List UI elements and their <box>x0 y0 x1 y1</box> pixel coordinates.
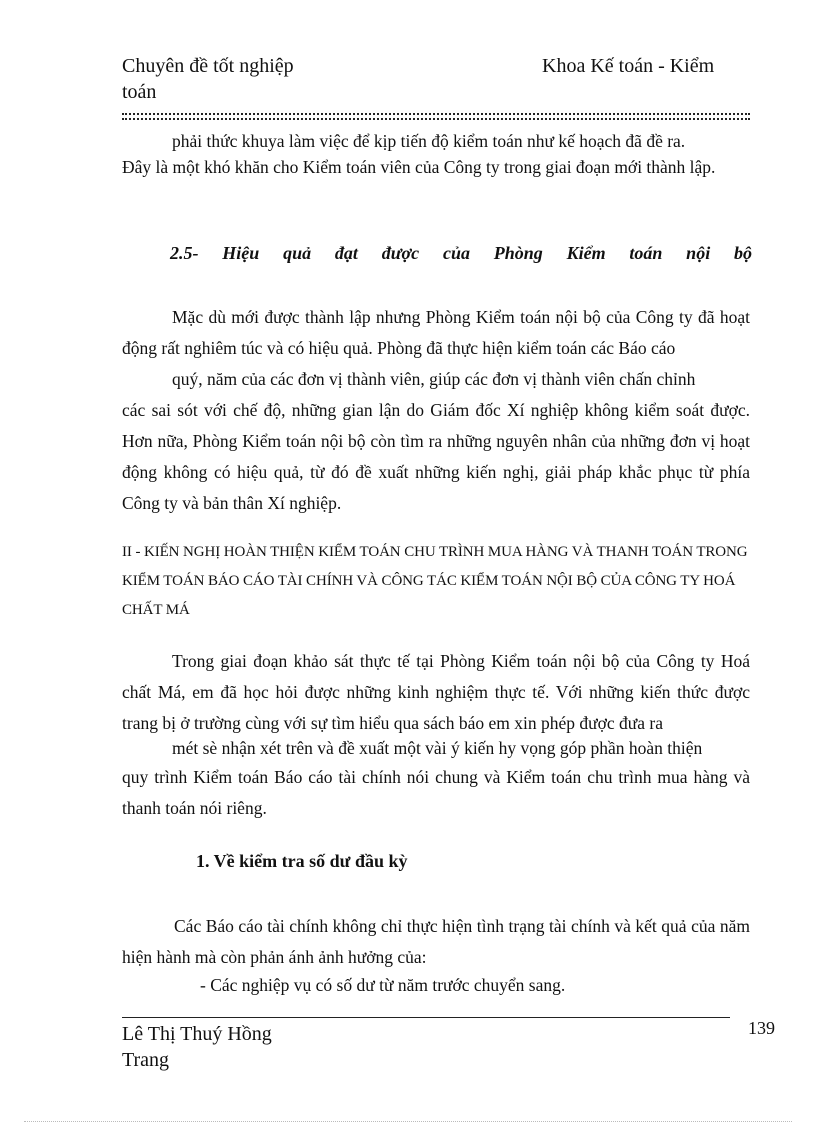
paragraph-3-c: quy trình Kiểm toán Báo cáo tài chính nói chung và Kiểm toán chu trình mua hàng và thanh toán nói riêng. <box>122 767 750 818</box>
heading-2-5: 2.5- Hiệu quả đạt được của Phòng Kiểm toán nội bộ <box>170 243 752 263</box>
header-left-wrap: toán <box>122 81 157 103</box>
paragraph-2-b: quý, năm của các đơn vị thành viên, giúp các đơn vị thành viên chấn chỉnh <box>172 369 696 389</box>
header-right: Khoa Kế toán - Kiểm <box>542 55 715 77</box>
paragraph-2-c: các sai sót với chế độ, những gian lận do Giám đốc Xí nghiệp không kiểm soát được. Hơn nữa, Phòng Kiểm toán nội bộ còn tìm ra những nguyên nhân của những đơn vị hoạt động không có hiệu quả, từ đó đề xuất những kiến nghị, giải pháp khắc phục từ phía Công ty và bản thân Xí nghiệp. <box>122 400 750 513</box>
heading-1: 1. Về kiểm tra số dư đầu kỳ <box>196 851 408 871</box>
header-left: Chuyên đề tốt nghiệp <box>122 55 294 77</box>
paragraph-1-rest: Đây là một khó khăn cho Kiểm toán viên của Công ty trong giai đoạn mới thành lập. <box>122 157 716 177</box>
paragraph-2-a: Mặc dù mới được thành lập nhưng Phòng Kiểm toán nội bộ của Công ty đã hoạt động rất nghiêm túc và có hiệu quả. Phòng đã thực hiện kiểm toán các Báo cáo <box>122 307 750 358</box>
paragraph-3-a: Trong giai đoạn khảo sát thực tế tại Phòng Kiểm toán nội bộ của Công ty Hoá chất Má, em đã học hỏi được những kinh nghiệm thực tế. Với những kiến thức được trang bị ở trường cùng với sự tìm hiểu qua sách báo em xin phép được đưa ra <box>122 651 750 733</box>
page-bottom-border <box>24 1121 792 1122</box>
footer-rule <box>122 1017 730 1018</box>
bullet-item-1: - Các nghiệp vụ có số dư từ năm trước chuyển sang. <box>200 975 566 995</box>
section-ii-heading: II - KIẾN NGHỊ HOÀN THIỆN KIỂM TOÁN CHU TRÌNH MUA HÀNG VÀ THANH TOÁN TRONG KIỂM TOÁN BÁO CÁO TÀI CHÍNH VÀ CÔNG TÁC KIỂM TOÁN NỘI BỘ CỦA CÔNG TY HOÁ CHẤT MÁ <box>122 544 748 618</box>
footer-author-wrap: Trang <box>122 1049 170 1071</box>
footer-author: Lê Thị Thuý Hồng <box>122 1023 272 1045</box>
paragraph-3-b: mét sè nhận xét trên và đề xuất một vài ý kiến hy vọng góp phần hoàn thiện <box>172 738 703 758</box>
page-number: 139 <box>748 1018 775 1038</box>
header-rule <box>122 113 750 120</box>
paragraph-1-line-1: phải thức khuya làm việc để kịp tiến độ kiểm toán như kế hoạch đã đề ra. <box>172 131 686 151</box>
paragraph-4: Các Báo cáo tài chính không chỉ thực hiện tình trạng tài chính và kết quả của năm hiện hành mà còn phản ánh ảnh hưởng của: <box>122 916 750 967</box>
